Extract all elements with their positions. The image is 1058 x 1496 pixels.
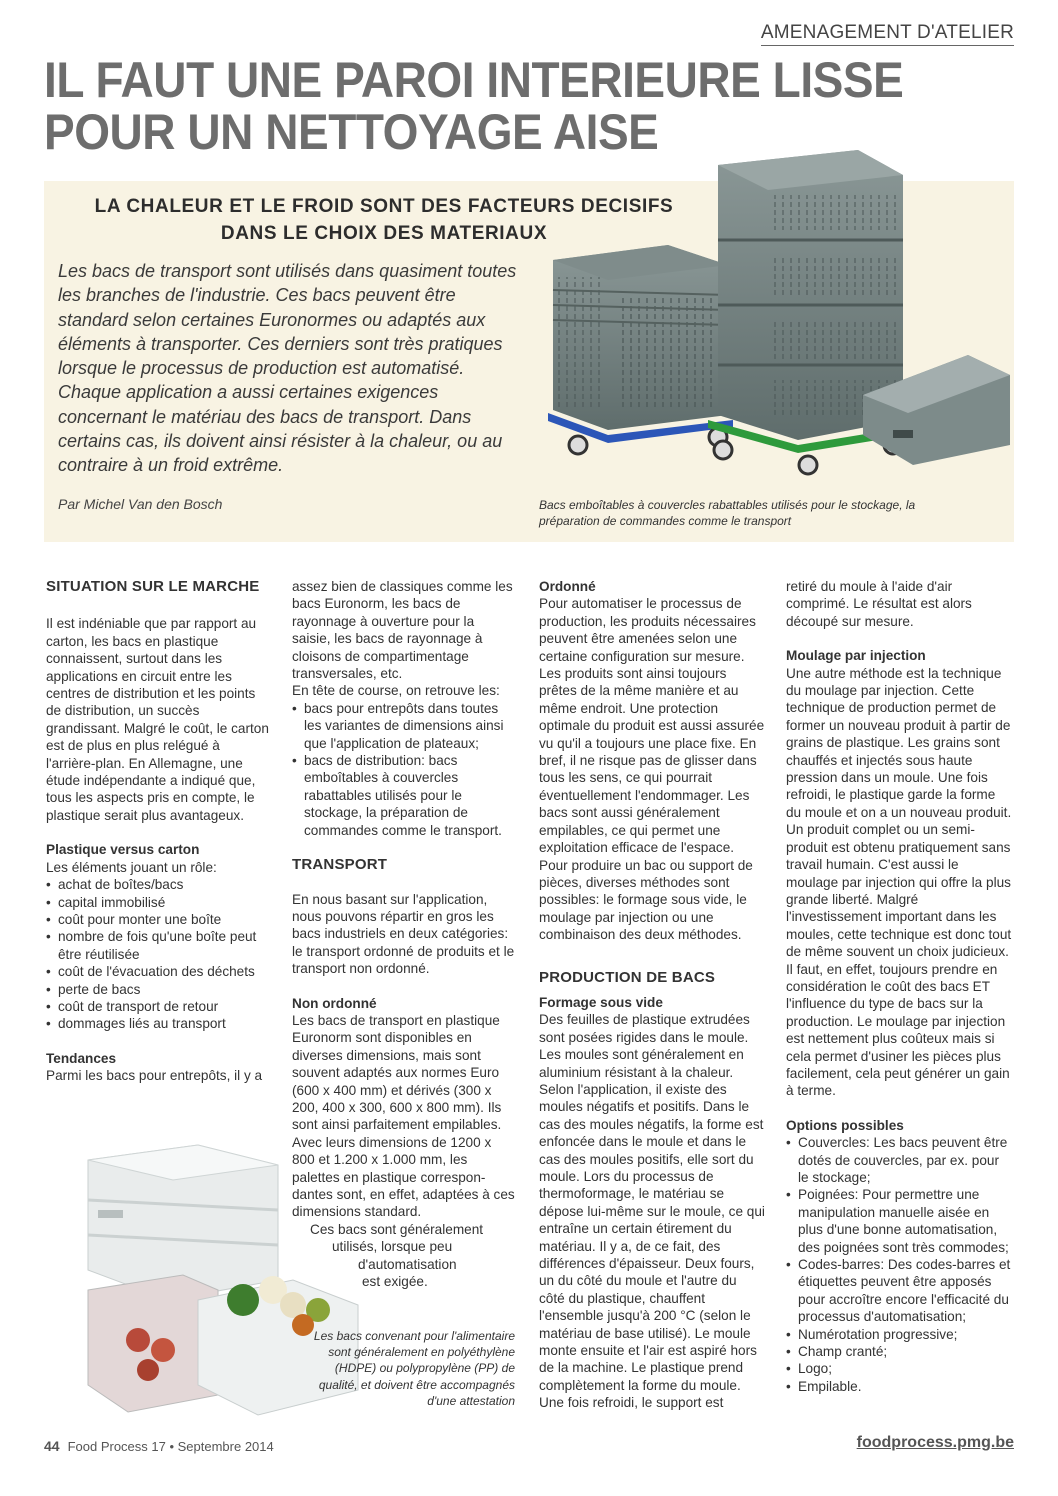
list-item: • bacs pour entrepôts dans toutes les variantes de dimensions ainsi que l'application de plateaux; xyxy=(292,700,516,752)
wrap-line: d'automatisation xyxy=(358,1256,457,1272)
wrap-line: est exigée. xyxy=(362,1274,428,1290)
lead-paragraph: Les bacs de transport sont utilisés dans quasiment toutes les branches de l'industrie. Ces bacs peuvent être standard selon certaines Euronormes ou adaptés aux éléments à transporter. Ces derniers sont très pratiques lorsque le processus de production est automatisé. Chaque application a aussi certaines exigences concernant le matériau des bacs de transport. Dans certains cas, ils doivent ainsi résister à la chaleur, ou au contraire à un froid extrême. xyxy=(58,261,517,476)
issue-info: Food Process 17 • Septembre 2014 xyxy=(67,1439,274,1454)
paragraph-non-ordonne: Les bacs de transport en plastique Euronorm sont disponibles en diverses dimensions, mais sont souvent adaptés aux normes Euro (600 x 400 mm) et dérivés (300 x 200, 400 x 300, 600 x 800 mm). Ils sont ainsi parfaitement empilables. xyxy=(292,1012,502,1133)
list-item: • nombre de fois qu'une boîte peut être réutilisée xyxy=(46,928,272,963)
photo-caption-bottom: Les bacs convenant pour l'alimentaire sont généralement en polyéthylène (HDPE) ou polypropylène (PP) de qualité, et doivent être accompagnés d'une attestation xyxy=(313,1329,515,1408)
list-item: • bacs de distribution: bacs emboîtables à couvercles rabattables utilisés pour le stockage, la préparation de commandes comme le transport. xyxy=(292,752,516,839)
headline-line-1: IL FAUT UNE PAROI INTERIEURE LISSE xyxy=(44,52,904,108)
wrap-line: utilisés, lorsque peu xyxy=(332,1239,453,1255)
list-item: • Poignées: Pour permettre une manipulation manuelle aisée en plus d'une bonne automatisation, des poignées sont très commodes; xyxy=(786,1186,1012,1256)
subheadline-line-2: DANS LE CHOIX DES MATERIAUX xyxy=(220,223,548,244)
list-item: • perte de bacs xyxy=(46,981,272,998)
list-item: • Codes-barres: Des codes-barres et étiquettes peuvent être apposés pour accroître encore l'efficacité du processus d'automatisation; xyxy=(786,1256,1012,1326)
paragraph-ordonne: Pour automatiser le processus de production, les produits nécessaires peuvent être amenées selon une certaine configuration sur mesure. Les produits sont ainsi toujours prêtes de la même manière et au même endroit. Une protection optimale du produit est aussi assurée vu qu'il a toujours une place fixe. En bref, il ne risque pas de glisser dans tous les sens, ce qui pourrait éventuellement l'endommager. Les bacs sont aussi généralement empilables, ce qui permet une exploitation efficace de l'espace. Pour produire un bac ou support de pièces, diverses méthodes sont possibles: le formage sous vide, le moulage par injection ou une combinaison des deux méthodes. xyxy=(539,596,765,943)
paragraph-retire: retiré du moule à l'aide d'air comprimé. Le résultat est alors découpé sur mesure. xyxy=(786,579,972,629)
page-number: 44 xyxy=(44,1438,60,1454)
paragraph-bacs-classiques: assez bien de classiques comme les bacs Euronorm, les bacs de rayonnage à ouverture pour la saisie, les bacs de rayonnage à cloisons de compartimentage transversales, etc. xyxy=(292,579,513,682)
stacked-crates-photo xyxy=(548,145,1014,485)
list-item: • Couvercles: Les bacs peuvent être dotés de couvercles, par ex. pour le stockage; xyxy=(786,1134,1012,1186)
paragraph-tendances: Parmi les bacs pour entrepôts, il y a xyxy=(46,1068,263,1084)
subheadline-line-1: LA CHALEUR ET LE FROID SONT DES FACTEURS DECISIFS xyxy=(94,196,674,217)
options-list xyxy=(786,1134,1012,1395)
elements-list xyxy=(46,876,272,1033)
byline: Par Michel Van den Bosch xyxy=(58,496,223,512)
headline-line-2: POUR UN NETTOYAGE AISE xyxy=(44,104,659,160)
list-item: • Logo; xyxy=(786,1360,1012,1377)
paragraph-formage: Des feuilles de plastique extrudées sont posées rigides dans le moule. Les moules sont généralement en aluminium résistant à la chaleur. Selon l'application, il existe des moules négatifs et positifs. Dans le cas des moules négatifs, la forme est enfoncée dans le moule et dans le cas des moules positifs, elle sort du moule. Lors du processus de thermoformage, le matériau se dépose lui-même sur le moule, ce qui entraîne un certain étirement du matériau. Il y a, de ce fait, des différences d'épaisseur. Deux fours, un du côté du moule et l'autre du côté du plastique, chauffent l'ensemble jusqu'à 200 °C (selon le matériau de base utilisé). Le moule monte ensuite et l'air est aspiré hors de la machine. Le plastique prend complètement la forme du moule. Une fois refroidi, le support est xyxy=(539,1012,765,1411)
left-crate-stack xyxy=(548,245,733,454)
column-4 xyxy=(786,578,1012,1395)
paragraph-elements: Les éléments jouant un rôle: xyxy=(46,859,217,875)
list-item: • achat de boîtes/bacs xyxy=(46,876,272,893)
list-item: • Champ cranté; xyxy=(786,1343,1012,1360)
wrap-line: Ces bacs sont généralement xyxy=(310,1221,484,1237)
paragraph-tete-course: En tête de course, on retrouve les: xyxy=(292,683,500,699)
heading-transport: TRANSPORT xyxy=(292,856,388,874)
paragraph-dimensions: Avec leurs dimensions de 1200 x 800 et 1.200 x 1.000 mm, les palettes en plastique correspon-dantes sont, en effet, adaptées à ces dimensions standard. xyxy=(292,1134,515,1220)
tete-course-list xyxy=(292,700,516,839)
list-item: • Empilable. xyxy=(786,1378,1012,1395)
heading-options: Options possibles xyxy=(786,1117,904,1133)
heading-non-ordonne: Non ordonné xyxy=(292,995,377,1011)
paragraph-marche: Il est indéniable que par rapport au carton, les bacs en plastique connaissent, surtout dans les applications en circuit entre les centres de distribution et les points de distribution, un succès grandissant. Malgré le coût, le carton est de plus en plus relégué à l'arrière-plan. En Allemagne, une étude indépendante a indiqué que, tous les aspects pris en compte, le plastique serait plus avantageux. xyxy=(46,616,269,823)
headline xyxy=(44,52,904,160)
list-item: • Numérotation progressive; xyxy=(786,1326,1012,1343)
heading-production: PRODUCTION DE BACS xyxy=(539,968,716,986)
heading-plastique-carton: Plastique versus carton xyxy=(46,842,200,858)
list-item: • coût de transport de retour xyxy=(46,998,272,1015)
heading-formage: Formage sous vide xyxy=(539,994,663,1010)
heading-tendances: Tendances xyxy=(46,1050,117,1066)
list-item: • coût de l'évacuation des déchets xyxy=(46,963,272,980)
column-3 xyxy=(539,578,765,1412)
list-item: • capital immobilisé xyxy=(46,894,272,911)
footer-url-link[interactable]: foodprocess.pmg.be xyxy=(856,1434,1014,1451)
photo-caption-top: Bacs emboîtables à couvercles rabattables utilisés pour le stockage, la préparation de commandes comme le transport xyxy=(539,498,916,528)
column-1 xyxy=(46,578,272,1085)
footer-left xyxy=(44,1438,274,1454)
list-item: • dommages liés au transport xyxy=(46,1015,272,1032)
heading-situation-marche: SITUATION SUR LE MARCHE xyxy=(46,578,260,595)
section-tag: AMENAGEMENT D'ATELIER xyxy=(761,22,1014,46)
paragraph-transport: En nous basant sur l'application, nous pouvons répartir en gros les bacs industriels en deux catégories: le transport ordonné de produits et le transport non ordonné. xyxy=(292,891,515,977)
list-item: • coût pour monter une boîte xyxy=(46,911,272,928)
paragraph-moulage: Une autre méthode est la technique du moulage par injection. Cette technique de production permet de former un nouveau produit à partir de grains de plastique. Les grains sont chauffés et injectés sous haute pression dans un moule. Une fois refroidi, le plastique garde la forme du moule et on a un nouveau produit. Un produit complet ou un semi-produit est obtenu pratiquement sans travail humain. C'est aussi le moulage par injection qui offre la plus grande liberté. Malgré l'investissement important dans les moules, cette technique est donc tout de même souvent un choix judicieux. Il faut, en effet, toujours prendre en considération le coût des bacs ET l'influence du type de bacs sur la production. Le moulage par injection est nettement plus coûteux mais si cela permet d'usiner les pièces plus facilement, cela peut générer un gain à terme. xyxy=(786,665,1012,1099)
heading-ordonne: Ordonné xyxy=(539,579,596,594)
heading-moulage: Moulage par injection xyxy=(786,648,926,664)
